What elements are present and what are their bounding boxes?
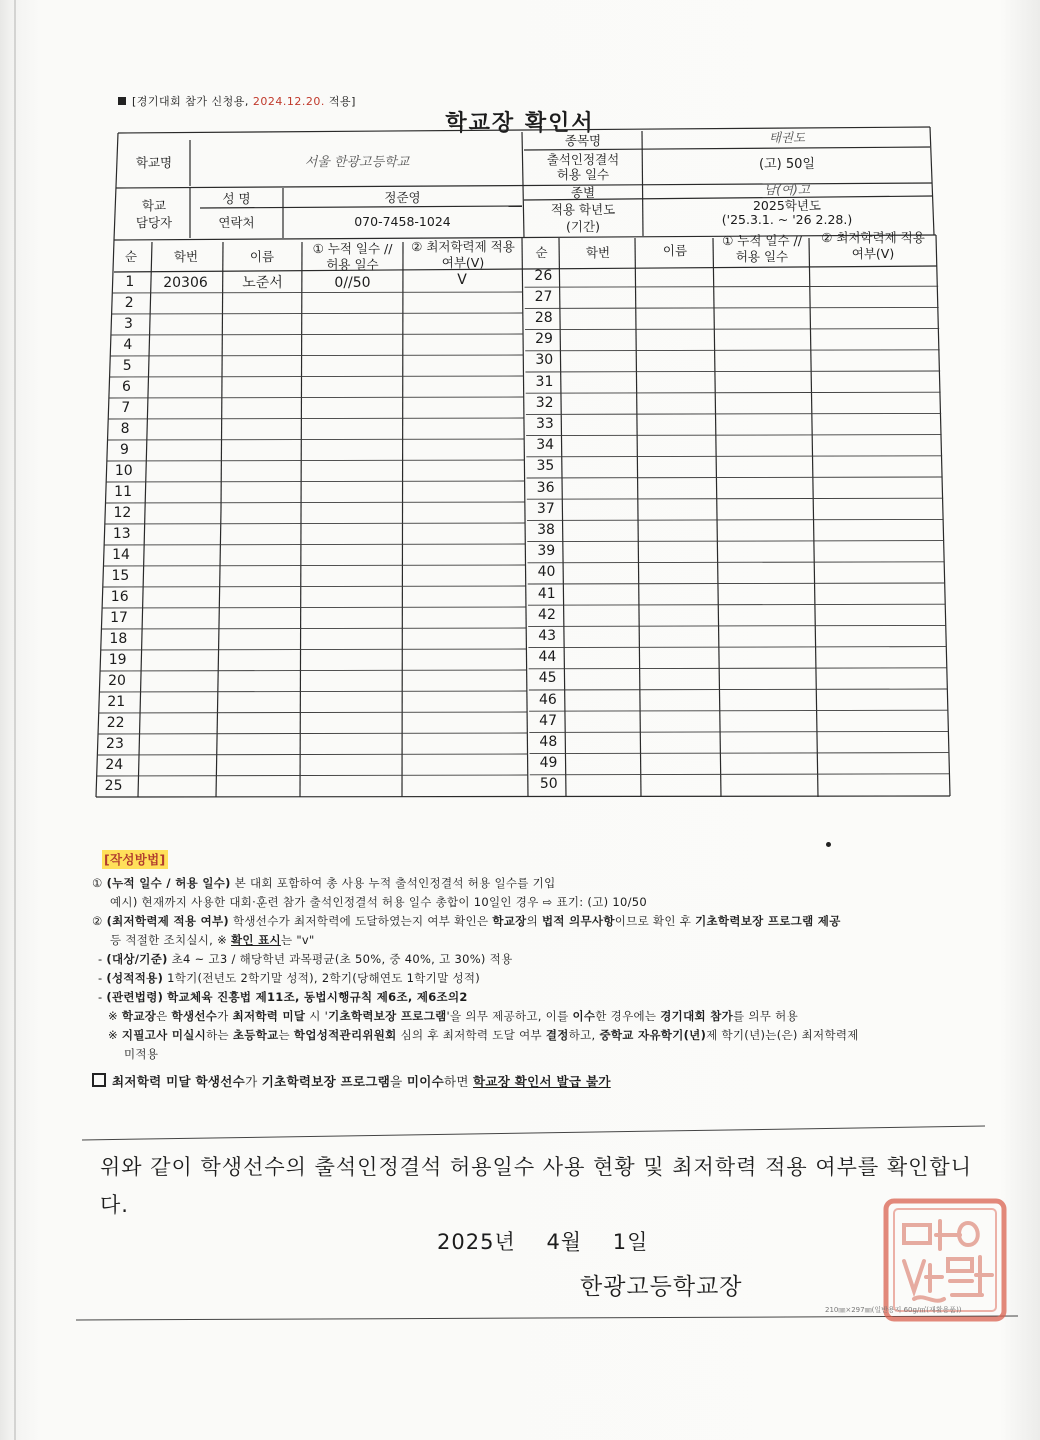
reference-line-2: ※ 지필고사 미실시하는 초등학교는 학업성적관리위원회 심의 후 최저학력 도달 여부 결정하고, 중학교 자유학기(년)제 학기(년)는(은) 최저학력제 (108, 1028, 859, 1042)
row-number-left: 12 (113, 504, 132, 521)
item2-text-a: 학생선수가 최저학력에 도달하였는지 여부 확인은 (232, 914, 489, 928)
row-number-right: 31 (535, 373, 554, 390)
row1-name: 노준서 (242, 275, 283, 291)
sub1-title: (대상/기준) (106, 952, 168, 966)
row-number-right: 33 (535, 416, 554, 432)
row-number-right: 28 (534, 310, 553, 326)
manager-label-2: 담당자 (135, 215, 173, 230)
row-number-right: 48 (539, 734, 558, 750)
person-name-label: 성 명 (222, 191, 251, 206)
instructions-header: [작성방법] (104, 852, 166, 867)
row1-student-id: 20306 (163, 275, 208, 291)
date-day: 1일 (612, 1230, 649, 1254)
header-student-id-left: 학번 (173, 249, 199, 264)
contact-label: 연락처 (218, 215, 255, 230)
row-number-right: 44 (538, 649, 557, 666)
row-number-left: 4 (123, 336, 133, 353)
manager-label-1: 학교 (141, 198, 167, 213)
item1-mark: ① (92, 876, 103, 890)
item2-line2-underlined: 확인 표시 (231, 933, 281, 947)
row1-minimum: V (457, 272, 467, 288)
sub2-text: 1학기(전년도 2학기말 성적), 2학기(당해연도 1학기말 성적) (167, 971, 481, 985)
sport-value: 태권도 (768, 130, 806, 145)
row-number-left: 8 (120, 420, 130, 437)
header-name-right: 이름 (662, 243, 688, 258)
row-number-right: 40 (537, 564, 556, 581)
item2-title: (최저학력제 적용 여부) (106, 914, 229, 928)
person-name-value: 정준영 (384, 190, 421, 205)
row-number-right: 37 (536, 500, 555, 517)
row-number-right: 42 (538, 606, 556, 623)
reference-line-1: ※ 학교장은 학생선수가 최저학력 미달 시 '기초학력보장 프로그램'을 의무 제공하고, 이를 이수한 경우에는 경기대회 참가를 의무 허용 (108, 1009, 798, 1023)
row-number-right: 50 (539, 776, 558, 793)
principal-signature-name: 한광고등학교장 (580, 1274, 743, 1300)
item2-mark: ② (92, 914, 103, 928)
sub3-text: 학교체육 진흥법 제11조, 동법시행규칙 제6조, 제6조의2 (167, 990, 468, 1004)
row-number-right: 30 (535, 352, 554, 369)
days-value: (고) 50일 (759, 157, 815, 172)
reference-line-2-cont: 미적용 (124, 1047, 159, 1061)
item1-title: (누적 일수 / 허용 일수) (106, 876, 231, 890)
row-number-left: 7 (121, 399, 131, 416)
header-minimum-left-2: 여부(V) (441, 255, 485, 270)
item1-text: 본 대회 포함하여 총 사용 누적 출석인정결석 허용 일수를 기입 (234, 876, 556, 890)
item2-bold-c: 기초학력보장 프로그램 제공 (695, 914, 841, 928)
item2-text-c: 이므로 확인 후 (614, 914, 692, 928)
item2-line2-a: 등 적절한 조치실시, ※ (110, 933, 228, 947)
row-number-left: 15 (111, 567, 130, 584)
date-year: 2025년 (437, 1230, 516, 1254)
row-number-left: 13 (112, 525, 131, 542)
paper-size-note: 210㎜×297㎜(일반용지 60g/㎡(재활용품)) (825, 1306, 962, 1314)
header-days-left-2: 허용 일수 (326, 257, 379, 272)
note-prefix: [경기대회 참가 신청용, (132, 95, 249, 108)
item2-line2-b: 는 "v" (280, 933, 315, 947)
instructions-section: [작성방법] ① (누적 일수 / 허용 일수) 본 대회 포함하여 총 사용 누적 출석인정결석 허용 일수를 기입 예시) 현재까지 사용한 대회·훈련 참가 출석인정결석 허용 일수 총합이 10일인 경우 ⇨ 표기: (고) 10/50 ② (최저학력제 적용 여부) 학생선수가 최저학력에 도달하였는지 여부 확인은 학교장의 법적 의무사항이므로 확인 후 기초학력보장 프로그램 제공 등 적절한 조치실시, ※ 확인 표시는 "v" - (대상/기준) 초4 ~ 고3 / 해당학년 과목평균(초 50%, 중 40%, 고 30%) 적용 - (성적적용) 1학기(전년도 2학기말 성적), 2학기(당해연도 1학기말 성적) - (관련법령) 학교체육 진흥법 제11조, 동법시행규칙 제6조, 제6조의2 ※ 학교장은 학생선수가 최저학력 미달 시 '기초학력보장 프로그램'을 의무 제공하고, 이를 이수한 경우에는 경기대회 참가를 의무 허용 ※ 지필고사 미실시하는 초등학교는 학업성적관리위원회 심의 후 최저학력 도달 여부 결정하고, 중학교 자유학기(년)제 학기(년)는(은) 최저학력제 미적용 최저학력 미달 학생선수가 기초학력보장 프로그램을 미이수하면 학교장 확인서 발급 불가 (92, 850, 992, 1091)
row-number-right: 35 (536, 458, 555, 475)
item2-bold-b: 법적 의무사항 (541, 914, 615, 928)
row-number-left: 1 (125, 273, 135, 290)
row-number-left: 22 (106, 714, 125, 731)
row-number-left: 21 (107, 693, 126, 710)
row-number-right: 36 (536, 479, 555, 496)
row-number-left: 3 (124, 315, 133, 332)
row-number-left: 17 (110, 609, 128, 626)
row-number-left: 20 (108, 672, 126, 689)
contact-value: 070-7458-1024 (354, 214, 451, 229)
sub2-title: (성적적용) (106, 971, 164, 985)
row-number-left: 9 (119, 441, 129, 458)
header-no-right: 순 (535, 245, 548, 260)
school-name-value: 서울 한광고등학교 (304, 155, 410, 170)
year-value: 2025학년도 (752, 198, 822, 213)
header-minimum-right-1: ② 최저학력제 적용 (821, 230, 925, 245)
header-days-right-2: 허용 일수 (735, 249, 789, 264)
row-number-left: 19 (108, 651, 127, 668)
note-date: 2024.12.20. (252, 95, 325, 108)
row-number-left: 24 (105, 756, 124, 773)
header-days-left-1: ① 누적 일수 // (312, 241, 393, 256)
row-number-left: 2 (124, 294, 134, 311)
item2-bold-a: 학교장 (492, 914, 527, 928)
sub1-text: 초4 ~ 고3 / 해당학년 과목평균(초 50%, 중 40%, 고 30%) 적용 (171, 952, 513, 966)
school-name-label: 학교명 (135, 155, 173, 170)
header-days-right-1: ① 누적 일수 // (722, 233, 802, 248)
period-value: ('25.3.1. ~ '26 2.28.) (721, 212, 853, 227)
row-number-left: 11 (114, 483, 132, 500)
row-number-left: 16 (110, 588, 129, 605)
header-name-left: 이름 (249, 249, 275, 264)
row-number-right: 46 (538, 691, 557, 708)
header-student-id-right: 학번 (585, 245, 611, 260)
row-number-right: 26 (534, 267, 553, 284)
row-number-right: 43 (538, 628, 557, 644)
row-number-right: 27 (534, 288, 553, 305)
row-number-left: 18 (109, 630, 128, 647)
header-minimum-right-2: 여부(V) (851, 246, 895, 261)
row1-days: 0//50 (334, 275, 371, 291)
sub3-title: (관련법령) (106, 990, 164, 1004)
final-warning: 최저학력 미달 학생선수가 기초학력보장 프로그램을 미이수하면 학교장 확인서 발급 불가 (92, 1072, 992, 1091)
row-number-left: 5 (122, 357, 132, 374)
row-number-right: 32 (535, 394, 554, 411)
year-label-2: (기간) (566, 219, 600, 234)
days-label-2: 허용 일수 (556, 167, 610, 182)
row-number-left: 6 (122, 378, 131, 395)
gender-value: 남(여)고 (764, 182, 810, 197)
issue-date (437, 1226, 648, 1256)
row-number-right: 38 (537, 522, 555, 538)
row-number-right: 47 (539, 712, 557, 729)
header-minimum-left-1: ② 최저학력제 적용 (411, 239, 515, 254)
row-number-right: 41 (537, 585, 556, 602)
sport-label: 종목명 (564, 133, 602, 148)
days-label-1: 출석인정결석 (546, 152, 620, 167)
date-month: 4월 (546, 1230, 583, 1254)
confirmation-text: 위와 같이 학생선수의 출석인정결석 허용일수 사용 현황 및 최저학력 적용 여부를 확인합니다. (100, 1155, 973, 1217)
row-number-right: 34 (536, 437, 555, 454)
row-number-left: 25 (104, 777, 123, 794)
note-suffix: 적용] (328, 95, 356, 108)
item1-example: 예시) 현재까지 사용한 대회·훈련 참가 출석인정결석 허용 일수 총합이 10일인 경우 ⇨ 표기: (고) 10/50 (110, 895, 647, 909)
row-number-left: 23 (106, 735, 124, 752)
row-number-right: 39 (537, 543, 556, 560)
item2-text-b: 의 (526, 914, 539, 928)
gender-label: 종별 (570, 185, 596, 200)
header-no-left: 순 (124, 249, 138, 264)
row-number-right: 49 (539, 755, 558, 772)
row-number-right: 29 (535, 331, 553, 348)
document-title: 학교장 확인서 (445, 111, 595, 136)
row-number-left: 10 (114, 462, 133, 479)
year-label-1: 적용 학년도 (550, 202, 616, 217)
row-number-left: 14 (112, 546, 130, 563)
row-number-right: 45 (538, 670, 557, 687)
